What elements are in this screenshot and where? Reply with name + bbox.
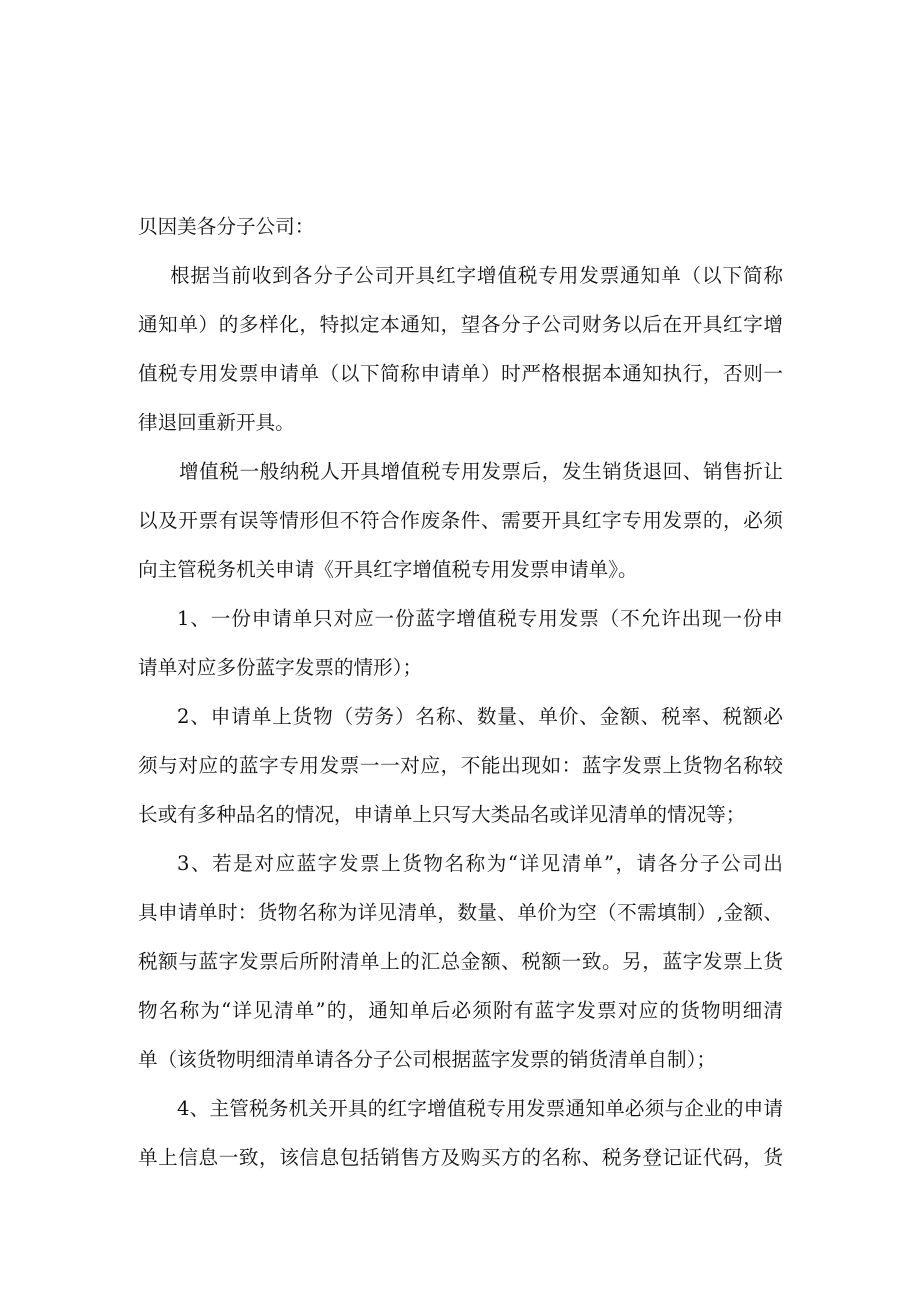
paragraph-line: 单上信息一致，该信息包括销售方及购买方的名称、税务登记证代码，货 bbox=[138, 1146, 783, 1169]
paragraph-rule-3 bbox=[138, 839, 783, 1084]
paragraph-line: 向主管税务机关申请《开具红字增值税专用发票申请单》。 bbox=[138, 558, 638, 581]
paragraph-rule-2 bbox=[138, 692, 783, 839]
paragraph-line: 长或有多种品名的情况，申请单上只写大类品名或详见清单的情况等； bbox=[138, 803, 746, 826]
paragraph-notice-intro bbox=[138, 251, 783, 447]
paragraph-line: 2、申请单上货物（劳务）名称、数量、单价、金额、税率、税额必 bbox=[177, 705, 783, 728]
paragraph-line: 须与对应的蓝字专用发票一一对应，不能出现如：蓝字发票上货物名称较 bbox=[138, 754, 783, 777]
paragraph-rule-1 bbox=[138, 594, 783, 692]
paragraph-line: 通知单）的多样化，特拟定本通知，望各分子公司财务以后在开具红字增 bbox=[138, 313, 783, 336]
paragraph-line: 税额与蓝字发票后所附清单上的汇总金额、税额一致。另，蓝字发票上货 bbox=[138, 950, 783, 973]
paragraph-line: 增值税一般纳税人开具增值税专用发票后，发生销货退回、销售折让 bbox=[179, 460, 783, 483]
paragraph-rule-4 bbox=[138, 1084, 783, 1182]
document-body bbox=[138, 202, 783, 1182]
paragraph-line: 律退回重新开具。 bbox=[138, 411, 295, 434]
paragraph-line: 以及开票有误等情形但不符合作废条件、需要开具红字专用发票的，必须 bbox=[138, 509, 783, 532]
salutation: 贝因美各分子公司： bbox=[138, 215, 315, 238]
paragraph-background bbox=[138, 447, 783, 594]
paragraph-line: 根据当前收到各分子公司开具红字增值税专用发票通知单（以下简称 bbox=[170, 264, 783, 287]
paragraph-line: 单（该货物明细清单请各分子公司根据蓝字发票的销货清单自制）； bbox=[138, 1048, 717, 1071]
paragraph-line: 物名称为“详见清单”的，通知单后必须附有蓝字发票对应的货物明细清 bbox=[138, 999, 783, 1022]
paragraph-line: 值税专用发票申请单（以下简称申请单）时严格根据本通知执行，否则一 bbox=[138, 362, 783, 385]
paragraph-line: 3、若是对应蓝字发票上货物名称为“详见清单”，请各分子公司出 bbox=[177, 852, 783, 875]
paragraph-line: 4、主管税务机关开具的红字增值税专用发票通知单必须与企业的申请 bbox=[177, 1097, 783, 1120]
paragraph-line: 1、一份申请单只对应一份蓝字增值税专用发票（不允许出现一份申 bbox=[177, 607, 783, 630]
paragraph-line: 具申请单时：货物名称为详见清单，数量、单价为空（不需填制）,金额、 bbox=[138, 901, 783, 924]
paragraph-line: 请单对应多份蓝字发票的情形）； bbox=[138, 656, 423, 679]
